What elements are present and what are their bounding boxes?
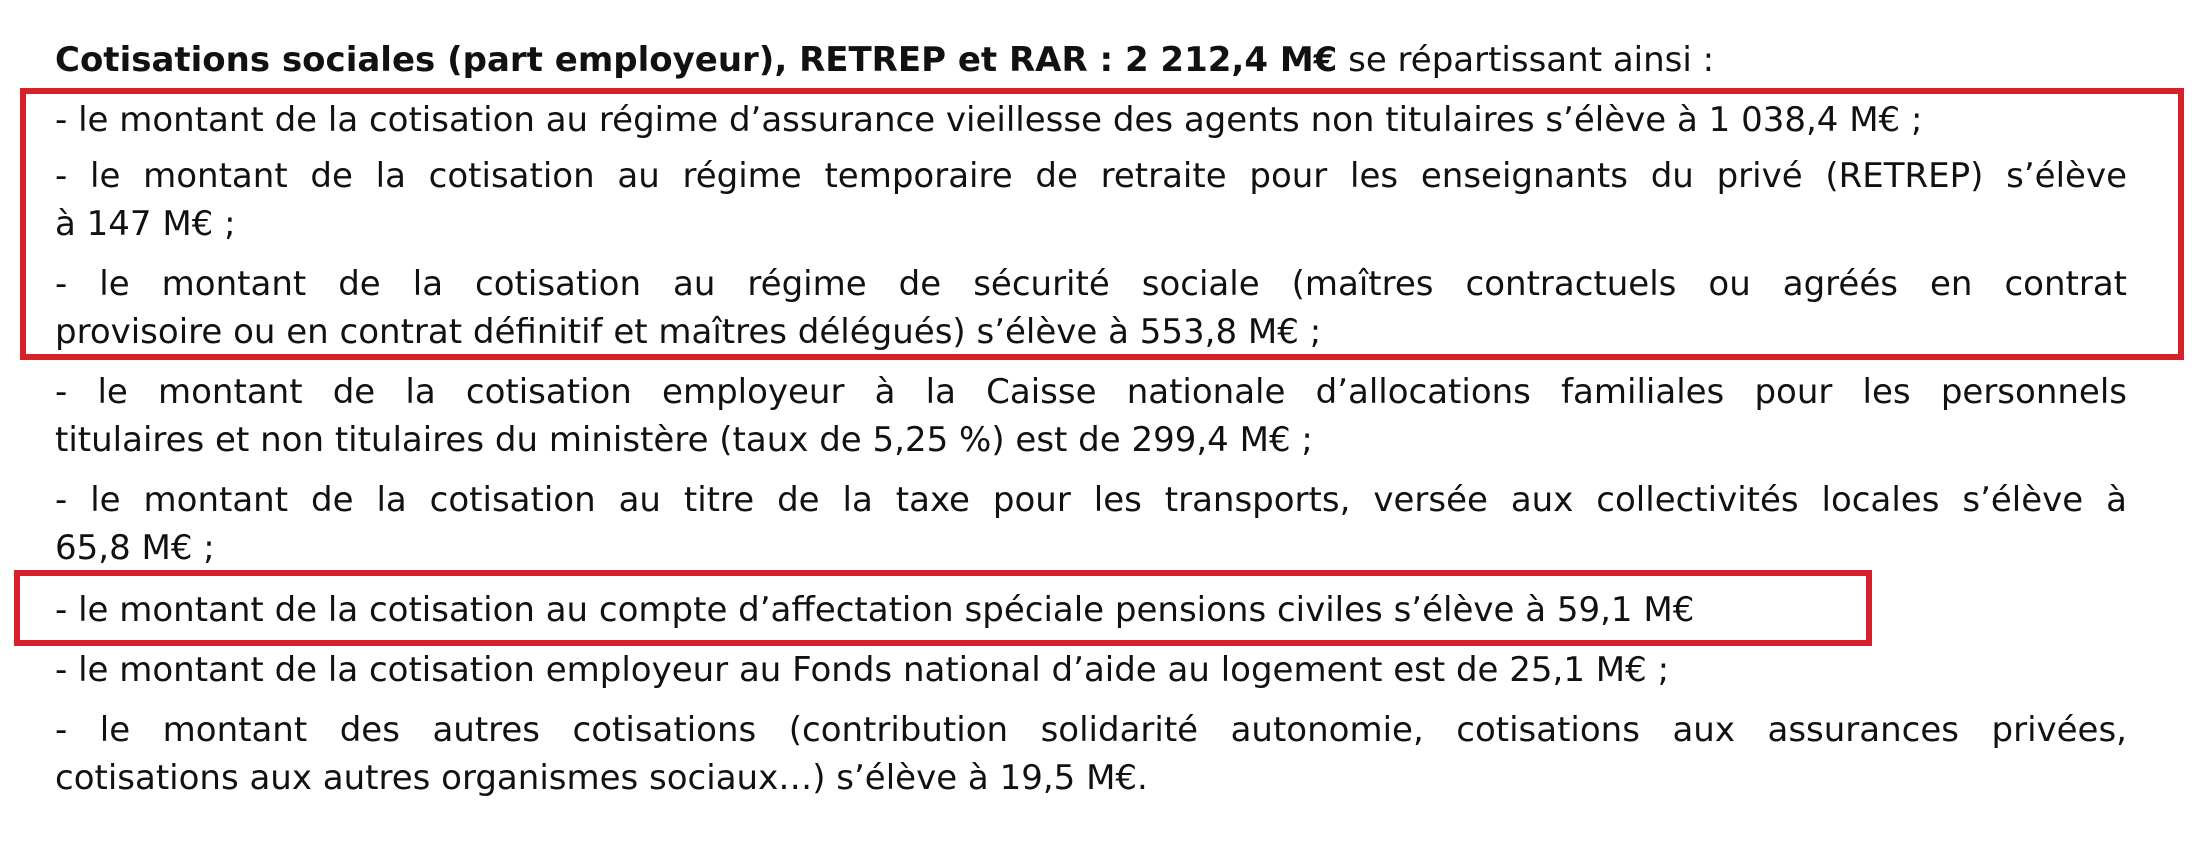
list-item-3-line-0: - le montant de la cotisation employeur à la Caisse nationale d’allocations familiales pour les personnels bbox=[55, 372, 2127, 412]
list-item-5-line-0: - le montant de la cotisation au compte d’affectation spéciale pensions civiles s’élève à 59,1 M€ bbox=[55, 590, 1695, 630]
list-item-2-line-0: - le montant de la cotisation au régime de sécurité sociale (maîtres contractuels ou agréés en contrat bbox=[55, 264, 2127, 304]
list-item-6-line-0: - le montant de la cotisation employeur au Fonds national d’aide au logement est de 25,1 M€ ; bbox=[55, 650, 1670, 690]
list-item-3-line-1: titulaires et non titulaires du ministère (taux de 5,25 %) est de 299,4 M€ ; bbox=[55, 420, 1313, 460]
heading-line bbox=[55, 38, 2127, 82]
list-item-4-line-0: - le montant de la cotisation au titre de la taxe pour les transports, versée aux collectivités locales s’élève à bbox=[55, 480, 2127, 520]
list-item-2-line-1: provisoire ou en contrat définitif et maîtres délégués) s’élève à 553,8 M€ ; bbox=[55, 312, 1322, 352]
list-item-1-line-1: à 147 M€ ; bbox=[55, 204, 236, 244]
heading-rest: se répartissant ainsi : bbox=[1337, 40, 1715, 80]
heading-bold: Cotisations sociales (part employeur), RETREP et RAR : 2 212,4 M€ bbox=[55, 40, 1338, 80]
list-item-0-line-0: - le montant de la cotisation au régime d’assurance vieillesse des agents non titulaires s’élève à 1 038,4 M€ ; bbox=[55, 100, 1923, 140]
list-item-1-line-0: - le montant de la cotisation au régime temporaire de retraite pour les enseignants du privé (RETREP) s’élève bbox=[55, 156, 2127, 196]
highlight-box-2 bbox=[14, 570, 1872, 646]
list-item-7-line-0: - le montant des autres cotisations (contribution solidarité autonomie, cotisations aux assurances privées, bbox=[55, 710, 2127, 750]
highlight-box-1 bbox=[20, 88, 2184, 360]
list-item-4-line-1: 65,8 M€ ; bbox=[55, 528, 215, 568]
list-item-7-line-1: cotisations aux autres organismes sociaux…) s’élève à 19,5 M€. bbox=[55, 758, 1148, 798]
